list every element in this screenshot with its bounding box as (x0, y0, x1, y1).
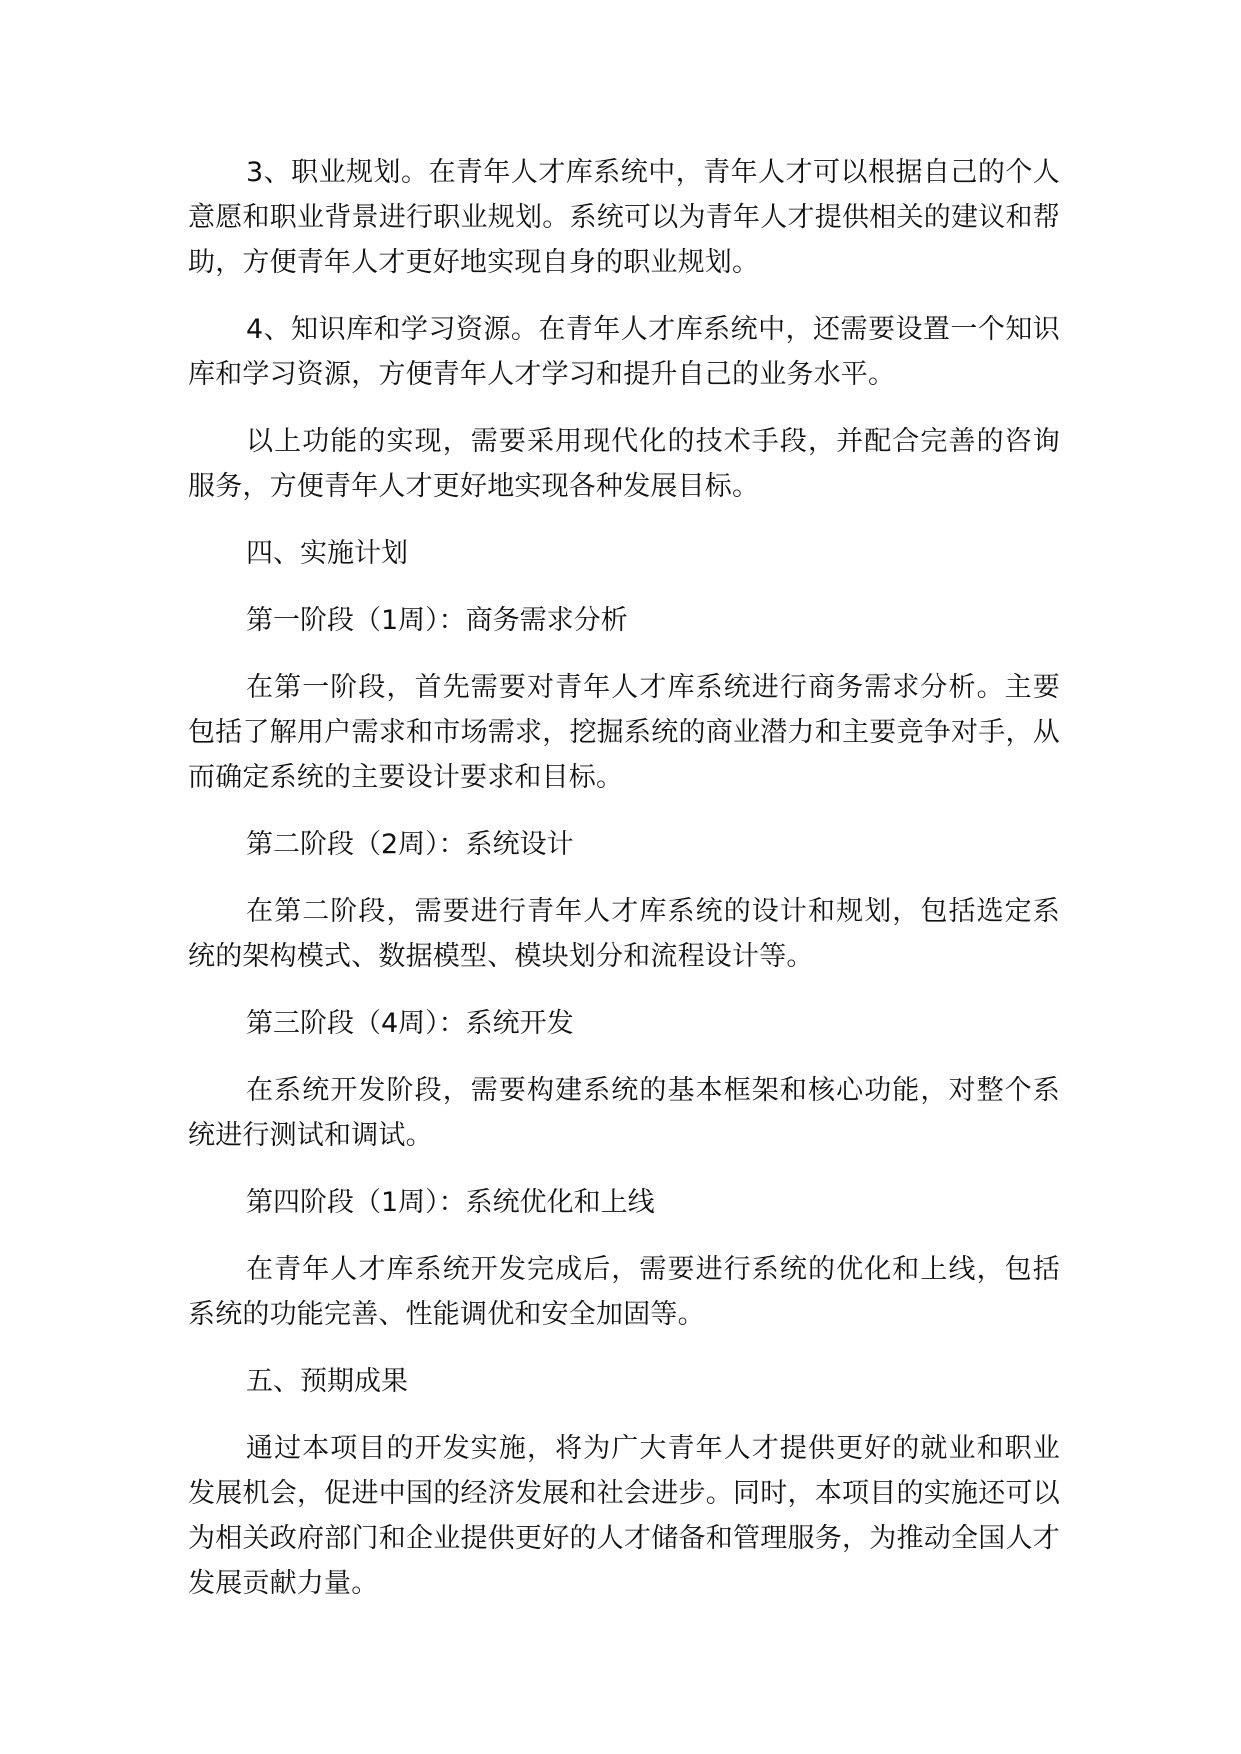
document-page (188, 150, 1060, 1628)
paragraph-phase-3: 在系统开发阶段，需要构建系统的基本框架和核心功能，对整个系统进行测试和调试。 (188, 1075, 1060, 1151)
paragraph-phase-1: 在第一阶段，首先需要对青年人才库系统进行商务需求分析。主要包括了解用户需求和市场需求，挖掘系统的商业潜力和主要竞争对手，从而确定系统的主要设计要求和目标。 (188, 672, 1060, 793)
paragraph-career-planning: 3、职业规划。在青年人才库系统中，青年人才可以根据自己的个人意愿和职业背景进行职业规划。系统可以为青年人才提供相关的建议和帮助，方便青年人才更好地实现自身的职业规划。 (188, 157, 1060, 278)
section-heading-implementation-plan: 四、实施计划 (246, 538, 408, 569)
paragraph-phase-2: 在第二阶段，需要进行青年人才库系统的设计和规划，包括选定系统的架构模式、数据模型、模块划分和流程设计等。 (188, 896, 1060, 972)
paragraph-implementation-summary: 以上功能的实现，需要采用现代化的技术手段，并配合完善的咨询服务，方便青年人才更好地实现各种发展目标。 (188, 426, 1060, 502)
phase-heading-3: 第三阶段（4周）：系统开发 (246, 1008, 574, 1039)
paragraph-knowledge-base: 4、知识库和学习资源。在青年人才库系统中，还需要设置一个知识库和学习资源，方便青年人才学习和提升自己的业务水平。 (188, 314, 1060, 390)
section-heading-expected-results: 五、预期成果 (246, 1366, 408, 1397)
phase-heading-1: 第一阶段（1周）：商务需求分析 (246, 605, 628, 636)
paragraph-phase-4: 在青年人才库系统开发完成后，需要进行系统的优化和上线，包括系统的功能完善、性能调优和安全加固等。 (188, 1254, 1060, 1330)
phase-heading-2: 第二阶段（2周）：系统设计 (246, 829, 574, 860)
phase-heading-4: 第四阶段（1周）：系统优化和上线 (246, 1187, 655, 1218)
paragraph-expected-results: 通过本项目的开发实施，将为广大青年人才提供更好的就业和职业发展机会，促进中国的经济发展和社会进步。同时，本项目的实施还可以为相关政府部门和企业提供更好的人才储备和管理服务，为推动全国人才发展贡献力量。 (188, 1433, 1060, 1599)
